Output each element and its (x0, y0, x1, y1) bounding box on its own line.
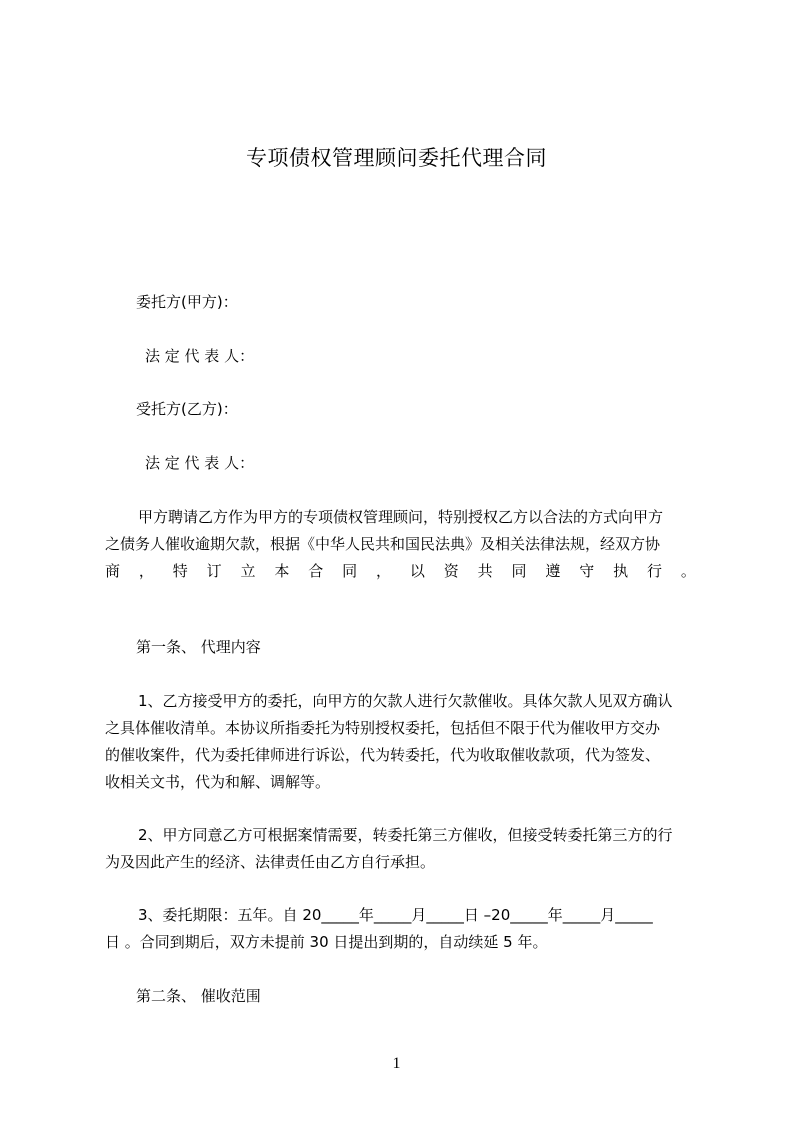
intro-char: ， (138, 562, 154, 580)
intro-char: 行 (647, 562, 663, 580)
clause-3-line-2: 日 。合同到期后，双方未提前 30 日提出到期的，自动续延 5 年。 (105, 933, 548, 951)
intro-char: 遵 (545, 562, 561, 580)
intro-line-1: 甲方聘请乙方作为甲方的专项债权管理顾问，特别授权乙方以合法的方式向甲方 (138, 508, 664, 526)
page-number: 1 (392, 1055, 401, 1072)
agent-label: 受托方(乙方)： (136, 400, 238, 418)
clause-1-line-3: 的催收案件，代为委托律师进行诉讼，代为转委托，代为收取催收款项，代为签发、 (105, 746, 661, 764)
intro-char: 守 (579, 562, 595, 580)
clause-1-line-4: 收相关文书，代为和解、调解等。 (105, 773, 331, 791)
agent-rep-label: 法 定 代 表 人： (145, 454, 255, 472)
intro-char: 本 (274, 562, 290, 580)
intro-line-3 (105, 561, 696, 581)
intro-char: 合 (308, 562, 324, 580)
intro-char: 订 (206, 562, 222, 580)
clause-3-line-1: 3、委托期限：五年。自 20_____年_____月_____日 –20_____年_____月_____ (138, 906, 653, 924)
clause-2-line-1: 2、甲方同意乙方可根据案情需要，转委托第三方催收，但接受转委托第三方的行 (138, 826, 673, 844)
intro-char: ， (376, 562, 392, 580)
intro-char: 共 (477, 562, 493, 580)
intro-char: 以 (409, 562, 425, 580)
intro-char: 特 (172, 562, 188, 580)
intro-char: 同 (342, 562, 358, 580)
principal-rep-label: 法 定 代 表 人： (145, 347, 255, 365)
document-title: 专项债权管理顾问委托代理合同 (246, 146, 547, 170)
clause-2-line-2: 为及因此产生的经济、法律责任由乙方自行承担。 (105, 853, 436, 871)
intro-line-2: 之债务人催收逾期欠款，根据《中华人民共和国民法典》及相关法律法规，经双方协 (105, 535, 661, 553)
article-1-heading: 第一条、 代理内容 (136, 638, 261, 656)
principal-label: 委托方(甲方)： (136, 293, 238, 311)
intro-char: 资 (443, 562, 459, 580)
intro-char: 立 (240, 562, 256, 580)
clause-1-line-1: 1、乙方接受甲方的委托，向甲方的欠款人进行欠款催收。具体欠款人见双方确认 (138, 692, 673, 710)
article-2-heading: 第二条、 催收范围 (136, 987, 261, 1005)
clause-1-line-2: 之具体催收清单。本协议所指委托为特别授权委托，包括但不限于代为催收甲方交办 (105, 719, 661, 737)
intro-char: 同 (511, 562, 527, 580)
intro-char: 执 (613, 562, 629, 580)
intro-char: 商 (105, 562, 121, 580)
intro-char: 。 (680, 562, 696, 580)
